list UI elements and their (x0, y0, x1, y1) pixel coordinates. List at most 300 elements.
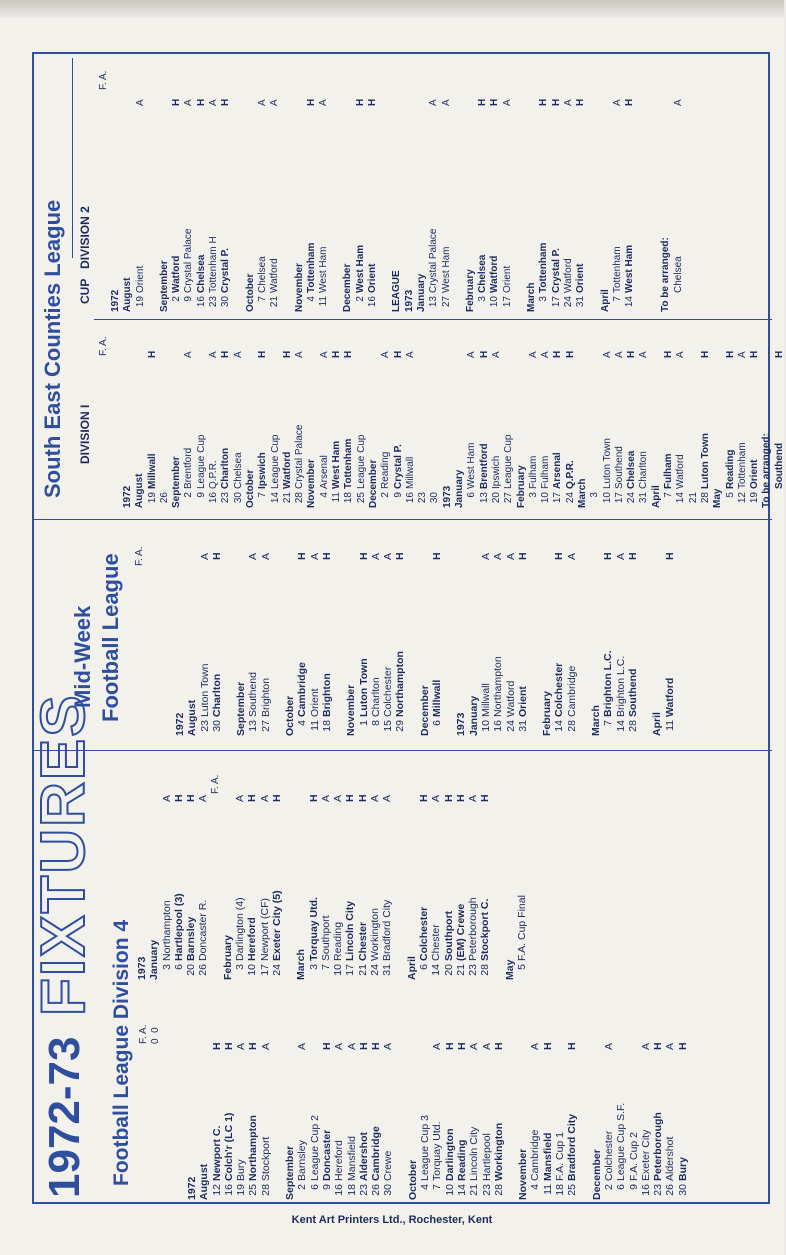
fixture-opponent: Southend (613, 446, 625, 489)
fixture-opponent: F.A. Cup 1 (554, 1131, 567, 1181)
fixture-date: 20 (185, 964, 198, 976)
month-heading: August (134, 473, 146, 508)
fixture-date: 31 (575, 296, 587, 308)
fixture-opponent: Barnsley (185, 916, 198, 961)
fixture-venue: H (195, 98, 207, 106)
fixture-venue: A (369, 794, 382, 802)
month-heading: December (342, 263, 354, 312)
fixture-date: 2 (602, 1184, 615, 1190)
fixture-venue: H (370, 1042, 383, 1050)
fixture-row (309, 1030, 321, 1200)
fixture-opponent: Luton Town (601, 438, 613, 489)
fixture-opponent: Southport (442, 910, 455, 961)
fixture-row (419, 1030, 431, 1200)
fixture-row (269, 92, 281, 312)
fixture-venue: A (431, 1042, 444, 1050)
fixture-row (356, 328, 368, 508)
fixture-date: 30 (676, 1184, 689, 1196)
fixture-venue: H (296, 552, 309, 560)
fixture-opponent: Orient (367, 263, 379, 293)
fixture-venue: A (736, 351, 748, 358)
fixture-opponent: Tottenham (736, 442, 748, 489)
fixture-venue: H (307, 794, 320, 802)
month-heading: November (345, 684, 358, 736)
fixture-date: 25 (247, 1184, 260, 1196)
month-heading: August (198, 1163, 211, 1200)
fixture-venue: A (197, 794, 210, 802)
fixture-row (566, 536, 578, 736)
fixture-date: 3 (589, 492, 601, 498)
fixture-venue: H (220, 98, 232, 106)
fixture-row (615, 536, 627, 736)
fixture-venue: H (392, 350, 404, 358)
fixture-row (333, 1030, 345, 1200)
fixture-venue: A (318, 99, 330, 106)
month-heading: December (367, 459, 379, 508)
fixture-date: 4 (529, 1184, 542, 1190)
fixture-date: 23 (198, 720, 211, 732)
fixture-opponent: Millwall (404, 456, 416, 489)
fixture-venue: A (308, 552, 321, 560)
fixture-date: 25 (355, 492, 367, 504)
fixture-date: 31 (516, 720, 529, 732)
fixture-venue: A (404, 351, 416, 358)
fixture-row (211, 1030, 223, 1200)
month-heading: 1973 (455, 712, 468, 736)
fixture-frame (29, 52, 785, 1204)
fixture-date: 2 (171, 296, 183, 302)
fixture-row (505, 536, 517, 736)
fixture-venue: H (357, 1042, 370, 1050)
fixture-opponent: Chelsea (672, 256, 684, 293)
month-heading: September (284, 1145, 297, 1200)
fixture-row (306, 92, 318, 312)
fixture-row (282, 328, 294, 508)
fixture-date: 10 (489, 296, 501, 308)
fixture-date: 28 (565, 720, 578, 732)
fixture-opponent: West Ham (354, 244, 366, 293)
fixture-date: 10 (540, 492, 552, 504)
fixture-row (199, 536, 211, 736)
fixture-venue: A (490, 351, 502, 358)
fixture-venue: H (602, 552, 615, 560)
fixture-date: 29 (394, 720, 407, 732)
fixture-opponent: F.A. Cup Final (516, 895, 529, 961)
month-heading: September (235, 681, 248, 736)
fixture-venue: A (540, 351, 552, 358)
spacer (210, 780, 222, 980)
fixture-opponent: Millwall (146, 453, 158, 489)
division4-column-1973 (136, 780, 528, 980)
fixture-date: 17 (344, 964, 357, 976)
fixture-venue: H (431, 552, 444, 560)
fixture-row (147, 328, 159, 508)
fixture-venue: H (478, 350, 490, 358)
fixture-venue: H (344, 794, 357, 802)
fixture-date: 4 (305, 296, 317, 302)
fixture-date: 2 (380, 492, 392, 498)
fixture-venue: A (529, 1042, 542, 1050)
fixture-date: 13 (478, 492, 490, 504)
fixture-date: 3 (538, 296, 550, 302)
midweek-fa-header: F. A. (134, 546, 145, 566)
fixture-opponent: Charlton (210, 673, 223, 717)
fixture-date: 30 (210, 720, 223, 732)
fixture-row (626, 328, 638, 508)
spacer (636, 92, 648, 312)
fixture-row (370, 536, 382, 736)
fixture-venue: A (428, 99, 440, 106)
fixture-venue: H (516, 552, 529, 560)
month-heading: March (576, 478, 588, 508)
fixture-venue: H (663, 552, 676, 560)
fixture-venue: A (333, 1042, 346, 1050)
fixture-row (700, 328, 712, 508)
fixture-venue: A (664, 1042, 677, 1050)
fixture-venue: A (183, 351, 195, 358)
fixture-venue: A (381, 794, 394, 802)
spacer (333, 536, 345, 736)
fixture-row (481, 1030, 493, 1200)
fixture-date: 16 (639, 1184, 652, 1196)
fixture-opponent: Brentford (183, 447, 195, 489)
fixture-row (517, 536, 529, 736)
fixture-opponent: Millwall (479, 683, 492, 717)
fixture-opponent: Luton Town (699, 433, 711, 489)
fixture-opponent: Peterborough (652, 1112, 665, 1181)
fixture-date: 6 (172, 964, 185, 970)
fixture-opponent: Tottenham (343, 438, 355, 489)
fixture-venue: A (247, 552, 260, 560)
fixture-row (624, 92, 636, 312)
fixture-opponent: West Ham (318, 246, 330, 293)
fixture-date: 7 (602, 720, 615, 726)
fixture-opponent: Reading (380, 451, 392, 489)
month-heading: March (526, 282, 538, 312)
fixture-opponent: Millwall (431, 679, 444, 717)
fixture-venue: H (442, 794, 455, 802)
fixture-venue: A (638, 351, 650, 358)
spacer (330, 92, 342, 312)
fixture-row (612, 92, 624, 312)
month-heading: November (517, 1148, 530, 1200)
spacer (407, 536, 419, 736)
fixture-date: 28 (294, 492, 306, 504)
fixture-date: 16 (333, 1184, 346, 1196)
fixture-opponent: Northampton (492, 656, 505, 717)
spacer (639, 536, 651, 736)
fixture-date: 14 (553, 720, 566, 732)
fixture-row (566, 1030, 578, 1200)
midweek-fixtures (174, 536, 676, 736)
fixture-opponent: Aldershot (664, 1136, 677, 1181)
month-heading: November (293, 263, 305, 312)
fixture-date: 16 (222, 1184, 235, 1196)
fixture-row (492, 536, 504, 736)
fixture-row (443, 780, 455, 980)
fixture-date: 19 (235, 1184, 248, 1196)
fixture-opponent: Hartlepool (480, 1133, 493, 1181)
fixture-opponent: Mansfield (541, 1132, 554, 1181)
month-heading: April (650, 485, 662, 508)
fixture-venue: A (562, 99, 574, 106)
fixture-row (308, 780, 320, 980)
fixture-venue: A (332, 794, 345, 802)
fixture-opponent: West Ham (466, 442, 478, 489)
fixture-opponent: Chester (356, 921, 369, 961)
fixture-date: 13 (428, 296, 440, 308)
fixture-date: 28 (626, 720, 639, 732)
fixture-date: 23 (220, 492, 232, 504)
spacer (492, 780, 504, 980)
fixture-venue: A (183, 99, 195, 106)
fixture-date: 26 (197, 964, 210, 976)
fixture-opponent: League Cup (355, 434, 367, 489)
fixture-row (565, 328, 577, 508)
fixture-opponent: Torquay Utd. (431, 1121, 444, 1181)
fixture-venue: H (550, 98, 562, 106)
spacer (283, 780, 295, 980)
month-heading: 1973 (441, 485, 453, 508)
month-heading: 1973 (136, 956, 148, 980)
fixture-row (370, 1030, 382, 1200)
month-heading: January (454, 469, 466, 508)
fixture-date: 7 (256, 296, 268, 302)
fixtures-heading: FIXTURES (29, 693, 98, 1016)
fixture-row (270, 328, 282, 508)
fixture-opponent: Watford (562, 258, 574, 293)
fixture-row (737, 328, 749, 508)
fixture-date: 16 (492, 720, 505, 732)
fixture-venue: A (198, 552, 211, 560)
fixture-row (479, 780, 491, 980)
fixture-venue: H (305, 98, 317, 106)
fixture-date: 7 (611, 296, 623, 302)
fixture-venue: A (269, 99, 281, 106)
fixture-venue: H (220, 350, 232, 358)
fixture-opponent: Watford (171, 255, 183, 293)
fixture-row (444, 1030, 456, 1200)
fixture-opponent: West Ham (624, 244, 636, 293)
fixture-date: 28 (479, 964, 492, 976)
spacer (579, 1030, 591, 1200)
fixture-row (652, 1030, 664, 1200)
fixture-row (260, 536, 272, 736)
fixture-date: 27 (503, 492, 515, 504)
fixture-venue: A (501, 99, 513, 106)
fixture-venue: A (492, 552, 505, 560)
fixture-row (563, 92, 575, 312)
fixture-opponent: Colchester (553, 662, 566, 717)
fixture-date: 23 (208, 296, 220, 308)
fixture-row (468, 1030, 480, 1200)
fixture-venue: H (566, 1042, 579, 1050)
fixture-venue: H (454, 794, 467, 802)
fixture-date: 6 (466, 492, 478, 498)
fixture-row (429, 328, 441, 508)
fixture-venue: H (331, 350, 343, 358)
fixture-row (628, 1030, 640, 1200)
spacer (282, 92, 294, 312)
fixture-row (677, 1030, 689, 1200)
fixture-opponent: Q.P.R. (564, 460, 576, 489)
division1-fixtures (122, 328, 786, 508)
fixture-date: 10 (332, 964, 345, 976)
fixture-date: 23 (480, 1184, 493, 1196)
fixture-venue: H (172, 794, 185, 802)
fixture-venue: A (440, 99, 452, 106)
fixture-row (183, 92, 195, 312)
fixture-opponent: Tottenham H (208, 236, 220, 293)
spacer (272, 1030, 284, 1200)
fixture-row (467, 780, 479, 980)
fixture-venue: A (565, 552, 578, 560)
fixture-venue: H (367, 98, 379, 106)
month-heading: To be arranged: (761, 433, 773, 508)
fixture-opponent: Luton Town (357, 658, 370, 717)
spacer (514, 92, 526, 312)
fixture-opponent: West Ham (331, 440, 343, 489)
fixture-date: 14 (455, 1184, 468, 1196)
fixture-row (355, 92, 367, 312)
division2-fa-header: F. A. (98, 70, 109, 90)
fixture-date: 21 (281, 492, 293, 504)
fixture-row (466, 328, 478, 508)
fixture-opponent: League Cup 2 (308, 1115, 321, 1181)
month-heading: March (590, 705, 603, 736)
fixture-opponent: Southend (626, 668, 639, 717)
fixture-date: 16 (195, 296, 207, 308)
fixture-row (502, 92, 514, 312)
fixture-opponent: Watford (663, 677, 676, 717)
fixture-row (271, 780, 283, 980)
fixture-row (318, 92, 330, 312)
fixture-venue: H (564, 350, 576, 358)
fixture-date: 21 (687, 492, 699, 504)
fixture-date: 11 (318, 296, 330, 307)
fixture-opponent: Southend (773, 442, 785, 489)
month-heading: May (712, 488, 724, 508)
fixture-row (589, 328, 601, 508)
fixture-row (382, 1030, 394, 1200)
fixture-venue: A (614, 552, 627, 560)
fixture-venue: H (624, 98, 636, 106)
fixture-date: 16 (367, 296, 379, 308)
fixture-date: 3 (160, 964, 173, 970)
fixture-opponent: Aldershot (357, 1131, 370, 1181)
fixture-venue: H (626, 350, 638, 358)
fixture-date: 7 (663, 492, 675, 498)
fixture-opponent: Arsenal (318, 455, 330, 489)
fixture-row (321, 536, 333, 736)
fixture-date: 31 (638, 492, 650, 504)
fixture-row (614, 328, 626, 508)
fixture-venue: A (467, 794, 480, 802)
fixture-row (480, 536, 492, 736)
fixture-date: 2 (183, 492, 195, 498)
fixture-venue: A (235, 1042, 248, 1050)
spacer (394, 780, 406, 980)
fixture-venue: H (357, 552, 370, 560)
fixture-row (296, 1030, 308, 1200)
fixture-opponent: Brighton L.C. (602, 650, 615, 717)
fixture-date: 8 (369, 720, 382, 726)
fixture-venue: H (663, 350, 675, 358)
fixture-opponent: Newport (CF) (258, 897, 271, 961)
fixture-date: 25 (566, 1184, 579, 1196)
fixture-venue: A (527, 351, 539, 358)
fixture-row (358, 1030, 370, 1200)
fixture-venue: H (699, 350, 711, 358)
fixture-row (529, 1030, 541, 1200)
fixture-date: 24 (369, 964, 382, 976)
fixture-date: 9 (392, 492, 404, 498)
fixture-date: 9 (320, 1184, 333, 1190)
fixture-row (725, 328, 737, 508)
fixture-row (196, 328, 208, 508)
fixture-opponent: Luton Town (198, 663, 211, 717)
fixture-date: 20 (442, 964, 455, 976)
fixture-venue: A (208, 99, 220, 106)
fixture-row (640, 1030, 652, 1200)
fixture-opponent: Reading (455, 1139, 468, 1181)
midweek-title-2: Football League (98, 553, 123, 722)
fixture-venue: A (134, 99, 146, 106)
month-heading: 1972 (186, 1176, 198, 1200)
fixture-date: 31 (381, 964, 394, 976)
fixture-venue: H (417, 794, 430, 802)
spacer (505, 1030, 517, 1200)
fixture-venue: A (601, 351, 613, 358)
fixture-row (208, 92, 220, 312)
fixture-opponent: League Cup 3 (419, 1115, 432, 1181)
fixture-row (185, 780, 197, 980)
fixture-row (183, 328, 195, 508)
fixture-opponent: Darlington (4) (234, 897, 247, 961)
fixture-row (197, 780, 209, 980)
fixture-venue: H (489, 98, 501, 106)
fixture-venue: A (380, 351, 392, 358)
fixture-date: 7 (257, 492, 269, 498)
fixture-opponent: Watford (281, 451, 293, 489)
fixture-venue: H (626, 552, 639, 560)
fixture-row (688, 328, 700, 508)
spacer (578, 536, 590, 736)
fixture-row (431, 536, 443, 736)
fixture-venue: H (222, 1042, 235, 1050)
fixture-opponent: Colch'r (LC 1) (222, 1112, 235, 1181)
fixture-date: 19 (146, 492, 158, 504)
fixture-date: 21 (269, 296, 281, 308)
fixture-opponent: Charlton (638, 451, 650, 489)
fixture-venue: H (354, 98, 366, 106)
fixture-opponent: Q.P.R. (208, 460, 220, 489)
month-heading: April (599, 289, 611, 312)
fixture-row (257, 92, 269, 312)
season-heading: 1972-73 (40, 1036, 89, 1198)
fixture-row (516, 780, 528, 980)
fixture-date: 28 (492, 1184, 505, 1196)
fixture-venue: A (256, 99, 268, 106)
fixture-venue: H (479, 794, 492, 802)
fixture-opponent: Chelsea (626, 450, 638, 489)
midweek-title-1: Mid-Week (70, 605, 95, 708)
fixture-row (673, 92, 685, 312)
fixture-opponent: Southport (319, 915, 332, 961)
fixture-row (320, 780, 332, 980)
fixture-opponent: Orient (134, 265, 146, 293)
fixture-date: 11 (308, 720, 321, 731)
